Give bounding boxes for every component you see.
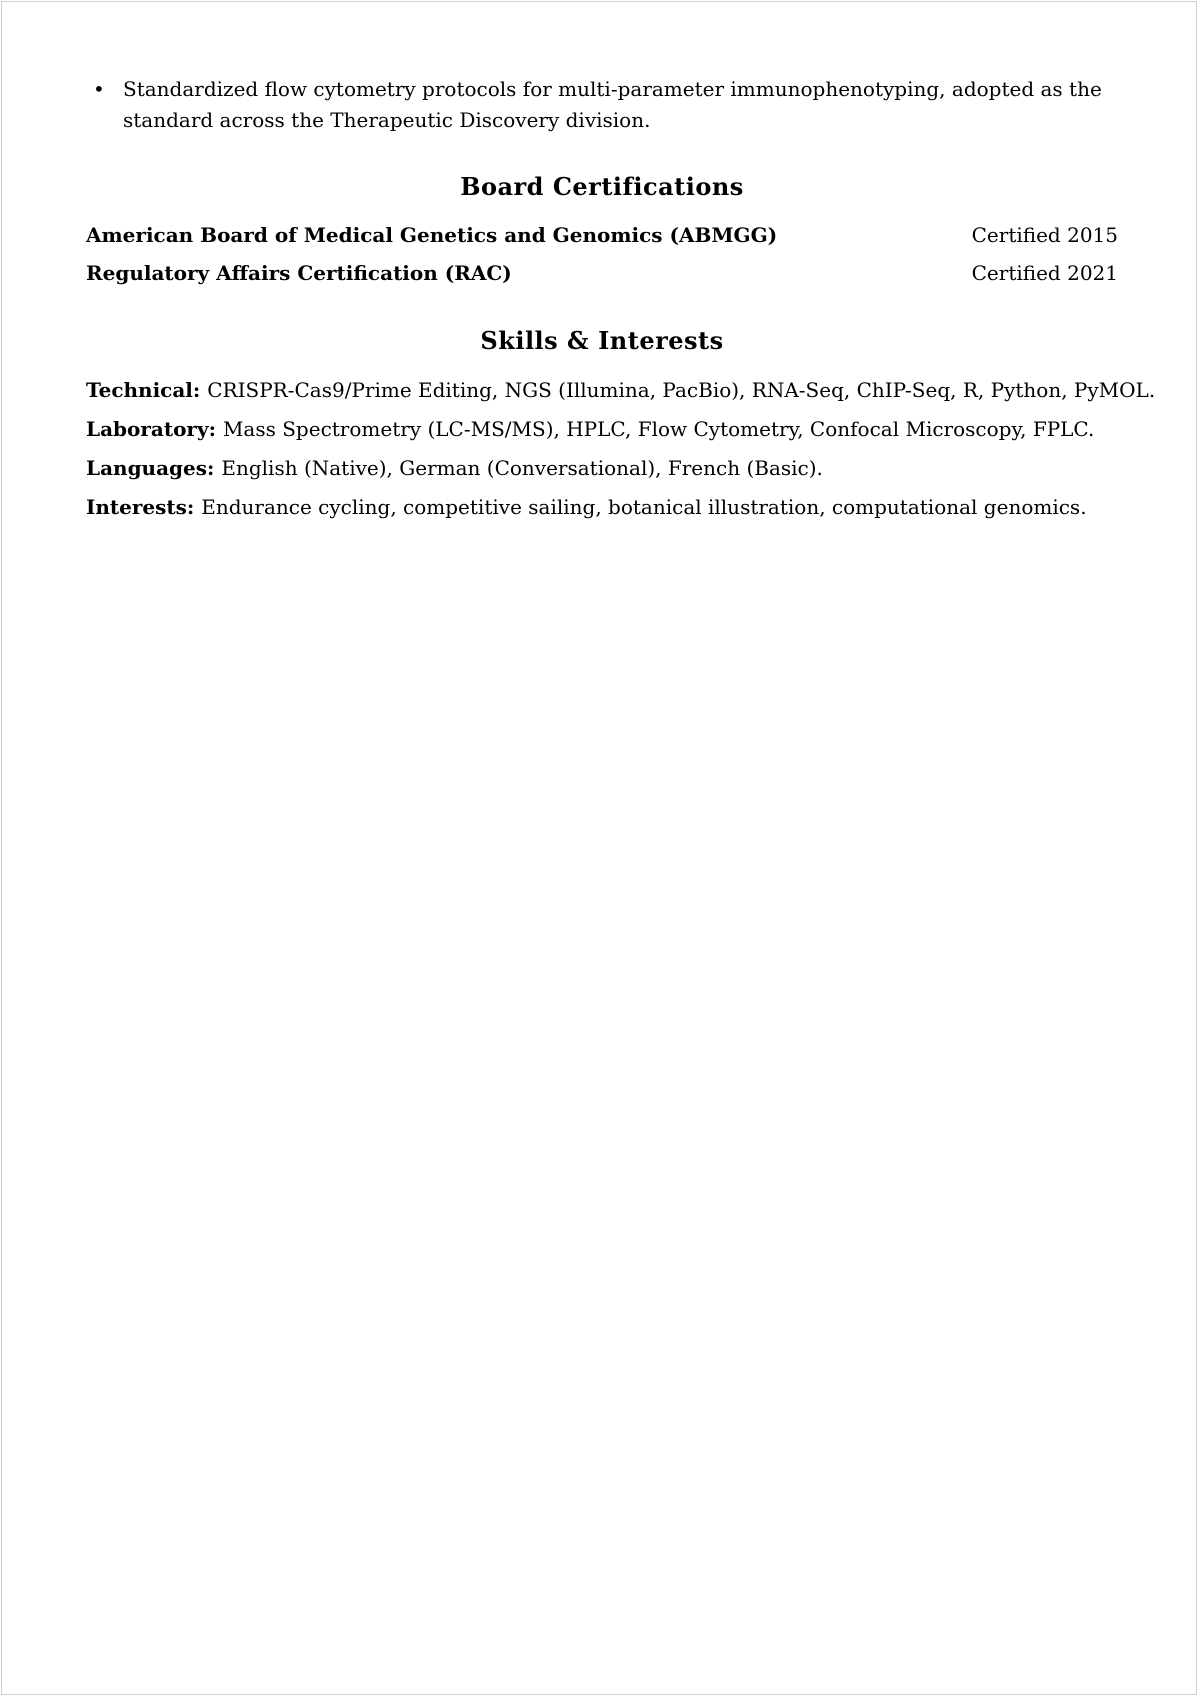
certification-date: Certified 2021 <box>971 261 1118 285</box>
skill-label: Laboratory: <box>86 417 223 441</box>
section-title-certifications: Board Certifications <box>460 172 744 201</box>
certification-date: Certified 2015 <box>971 223 1118 247</box>
skill-value: Mass Spectrometry (LC-MS/MS), HPLC, Flow Cytometry, Confocal Microscopy, FPLC. <box>222 417 1095 441</box>
skill-row-laboratory <box>86 410 1118 449</box>
skill-value: CRISPR-Cas9/Prime Editing, NGS (Illumina, PacBio), RNA-Seq, ChIP-Seq, R, Python, PyMOL. <box>207 378 1156 402</box>
skill-row-technical <box>86 371 1156 410</box>
skill-label: Interests: <box>86 495 202 519</box>
list-item <box>86 74 1118 136</box>
skill-label: Languages: <box>86 456 222 480</box>
bullet-icon: • <box>93 77 105 101</box>
certification-list <box>86 216 1118 292</box>
certification-row <box>86 254 1118 292</box>
skill-label: Technical: <box>86 378 208 402</box>
certification-name: American Board of Medical Genetics and Genomics (ABMGG) <box>86 223 778 247</box>
bullet-text: Standardized flow cytometry protocols for multi-parameter immunophenotyping, adopted as the standard across the Therapeutic Discovery division. <box>123 77 1102 132</box>
skill-value: Endurance cycling, competitive sailing, botanical illustration, computational genomics. <box>201 495 1087 519</box>
certification-name: Regulatory Affairs Certification (RAC) <box>86 261 512 285</box>
skills-list <box>86 371 1156 527</box>
document-page <box>1 1 1197 1695</box>
document-content <box>86 74 1156 527</box>
skill-row-interests <box>86 488 1118 527</box>
section-title-skills: Skills & Interests <box>480 326 724 355</box>
skill-row-languages <box>86 449 1118 488</box>
skill-value: English (Native), German (Conversational), French (Basic). <box>221 456 823 480</box>
certification-row <box>86 216 1118 254</box>
achievement-list <box>86 74 1118 136</box>
